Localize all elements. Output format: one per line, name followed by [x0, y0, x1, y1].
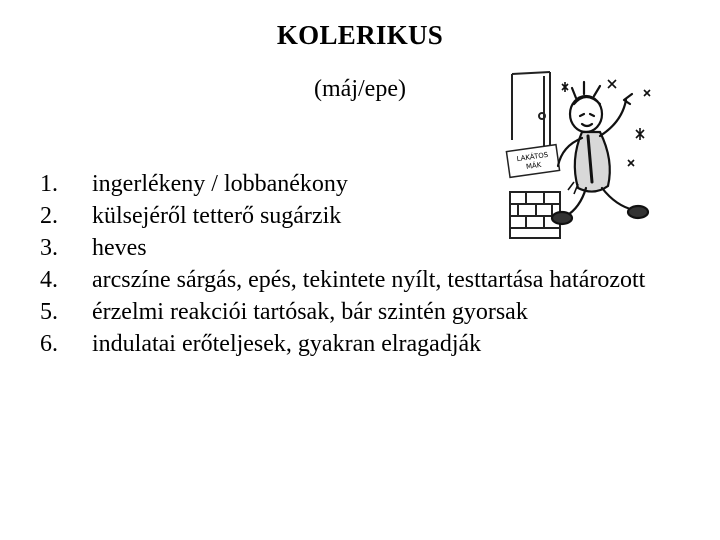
list-text: arcszíne sárgás, epés, tekintete nyílt, testtartása határozott [92, 267, 646, 293]
svg-text:LAKÁTOS: LAKÁTOS [516, 150, 549, 164]
list-item [40, 168, 680, 200]
list-item [40, 264, 680, 296]
list-number: 2. [40, 203, 58, 229]
slide-title: KOLERIKUS [276, 20, 444, 50]
list-item [40, 328, 680, 360]
list-number: 6. [40, 331, 58, 357]
list-item [40, 232, 680, 264]
list-item [40, 296, 680, 328]
list-number: 4. [40, 267, 58, 293]
list-text: indulatai erőteljesek, gyakran elragadják [92, 331, 482, 357]
list-text: érzelmi reakciói tartósak, bár szintén gyorsak [92, 299, 528, 325]
list-text: ingerlékeny / lobbanékony [92, 171, 348, 197]
list-number: 1. [40, 171, 58, 197]
trait-list [40, 168, 680, 360]
svg-text:MÁK: MÁK [525, 160, 542, 171]
list-text: heves [92, 235, 147, 261]
list-text: külsejéről tetterő sugárzik [92, 203, 342, 229]
slide-subtitle: (máj/epe) [314, 76, 406, 102]
list-number: 5. [40, 299, 58, 325]
list-item [40, 200, 680, 232]
list-number: 3. [40, 235, 58, 261]
